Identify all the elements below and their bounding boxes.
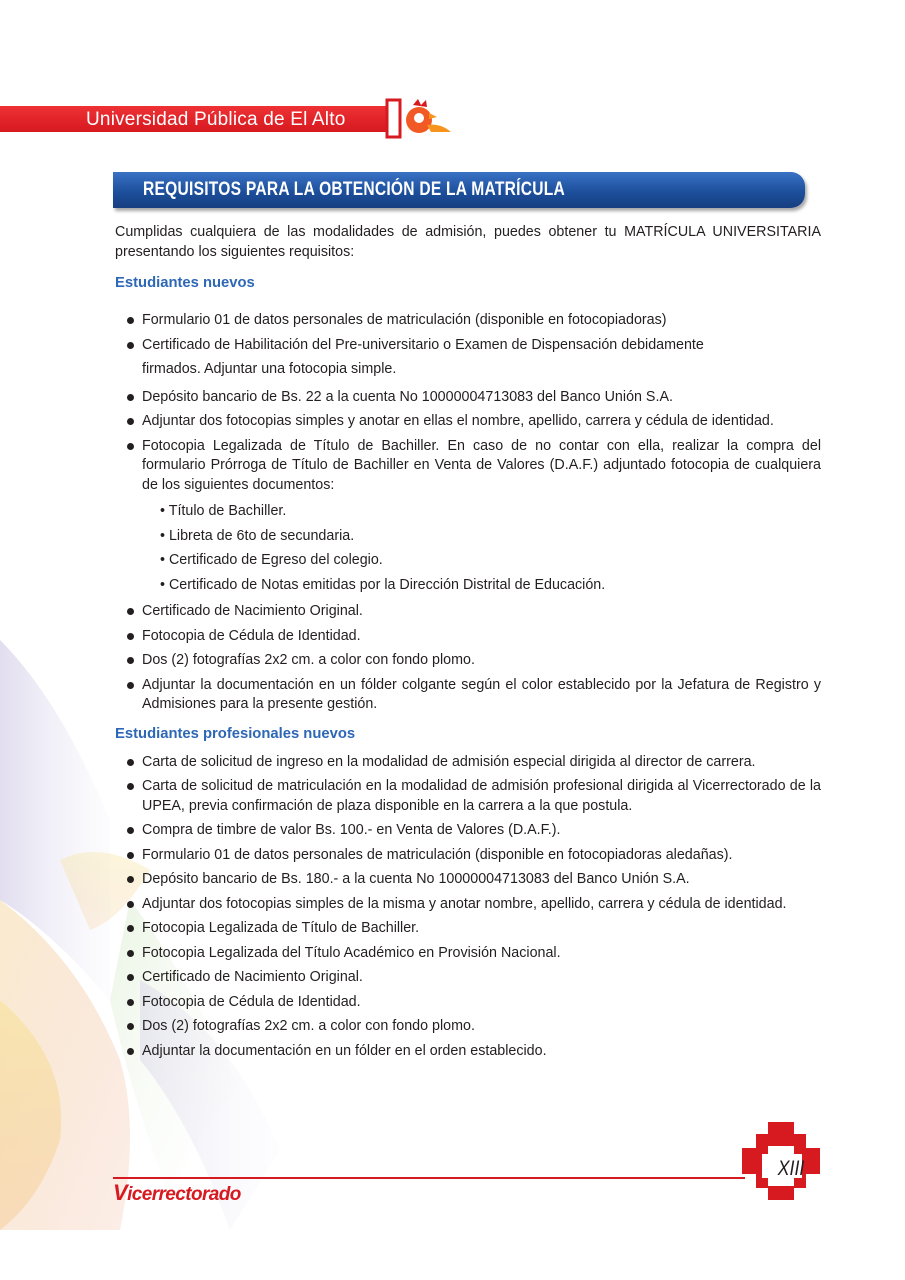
- page-content: [115, 222, 821, 1066]
- list-item: Formulario 01 de datos personales de matriculación (disponible en fotocopiadoras): [115, 311, 821, 331]
- list-estudiantes-profesionales: [115, 753, 821, 1062]
- list-item: Dos (2) fotografías 2x2 cm. a color con fondo plomo.: [115, 651, 821, 671]
- list-item: Certificado de Nacimiento Original.: [115, 602, 821, 622]
- heading-estudiantes-nuevos: Estudiantes nuevos: [115, 275, 255, 291]
- university-name: Universidad Pública de El Alto: [86, 109, 346, 130]
- heading-estudiantes-profesionales: Estudiantes profesionales nuevos: [115, 725, 356, 742]
- list-item: Fotocopia Legalizada del Título Académico en Provisión Nacional.: [115, 944, 821, 964]
- list-item: Compra de timbre de valor Bs. 100.- en Venta de Valores (D.A.F.).: [115, 821, 821, 841]
- list-item: Carta de solicitud de ingreso en la modalidad de admisión especial dirigida al director de carrera.: [115, 753, 821, 773]
- list-item: Adjuntar la documentación en un fólder colgante según el color establecido por la Jefatura de Registro y Admisiones para la presente gestión.: [115, 676, 821, 715]
- section-title: REQUISITOS PARA LA OBTENCIÓN DE LA MATRÍCULA: [143, 179, 565, 200]
- list-item: Fotocopia Legalizada de Título de Bachiller.: [115, 919, 821, 939]
- list-item: Fotocopia Legalizada de Título de Bachiller. En caso de no contar con ella, realizar la compra del formulario Prórroga de Título de Bachiller en Venta de Valores (D.A.F.) adjuntado fotocopia de cualquiera de los siguientes documentos: • Título de Bachiller. • Libreta de 6to de secundaria. • Certificado de Egreso del colegio. • Certificado de Notas emitidas por la Dirección Distrital de Educación.: [115, 437, 821, 596]
- list-item: Dos (2) fotografías 2x2 cm. a color con fondo plomo.: [115, 1017, 821, 1037]
- vicerrectorado-logo: Vicerrectorado: [113, 1180, 241, 1205]
- list-estudiantes-nuevos: [115, 311, 821, 715]
- sub-list-item: • Libreta de 6to de secundaria.: [160, 527, 355, 544]
- upea-logo-icon: [385, 95, 455, 139]
- sub-list-item: • Certificado de Egreso del colegio.: [160, 552, 383, 568]
- list-item: Fotocopia de Cédula de Identidad.: [115, 627, 821, 647]
- list-item: Certificado de Nacimiento Original.: [115, 968, 821, 988]
- list-item: Depósito bancario de Bs. 22 a la cuenta No 10000004713083 del Banco Unión S.A.: [115, 388, 821, 408]
- sub-list-documentos: [160, 502, 821, 595]
- sub-list-item: • Título de Bachiller.: [160, 503, 287, 519]
- list-item: Adjuntar dos fotocopias simples de la misma y anotar nombre, apellido, carrera y cédula de identidad.: [115, 895, 821, 915]
- list-item: Certificado de Habilitación del Pre-universitario o Examen de Dispensación debidamente firmados. Adjuntar una fotocopia simple.: [115, 336, 821, 380]
- list-item: Carta de solicitud de matriculación en la modalidad de admisión profesional dirigida al Vicerrectorado de la UPEA, previa confirmación de plaza disponible en la carrera a la que postula.: [115, 777, 821, 816]
- list-item: Fotocopia de Cédula de Identidad.: [115, 993, 821, 1013]
- list-item: Adjuntar la documentación en un fólder en el orden establecido.: [115, 1042, 821, 1062]
- list-item: Formulario 01 de datos personales de matriculación (disponible en fotocopiadoras aledañas).: [115, 846, 821, 866]
- list-item: Depósito bancario de Bs. 180.- a la cuenta No 10000004713083 del Banco Unión S.A.: [115, 870, 821, 890]
- section-banner: [113, 172, 805, 208]
- list-item: Adjuntar dos fotocopias simples y anotar en ellas el nombre, apellido, carrera y cédula de identidad.: [115, 412, 821, 432]
- page-number: XIII: [777, 1157, 805, 1180]
- sub-list-item: • Certificado de Notas emitidas por la Dirección Distrital de Educación.: [160, 576, 606, 593]
- intro-paragraph: Cumplidas cualquiera de las modalidades de admisión, puedes obtener tu MATRÍCULA UNIVERSITARIA presentando los siguientes requisitos:: [115, 224, 821, 260]
- footer-rule: [113, 1177, 745, 1179]
